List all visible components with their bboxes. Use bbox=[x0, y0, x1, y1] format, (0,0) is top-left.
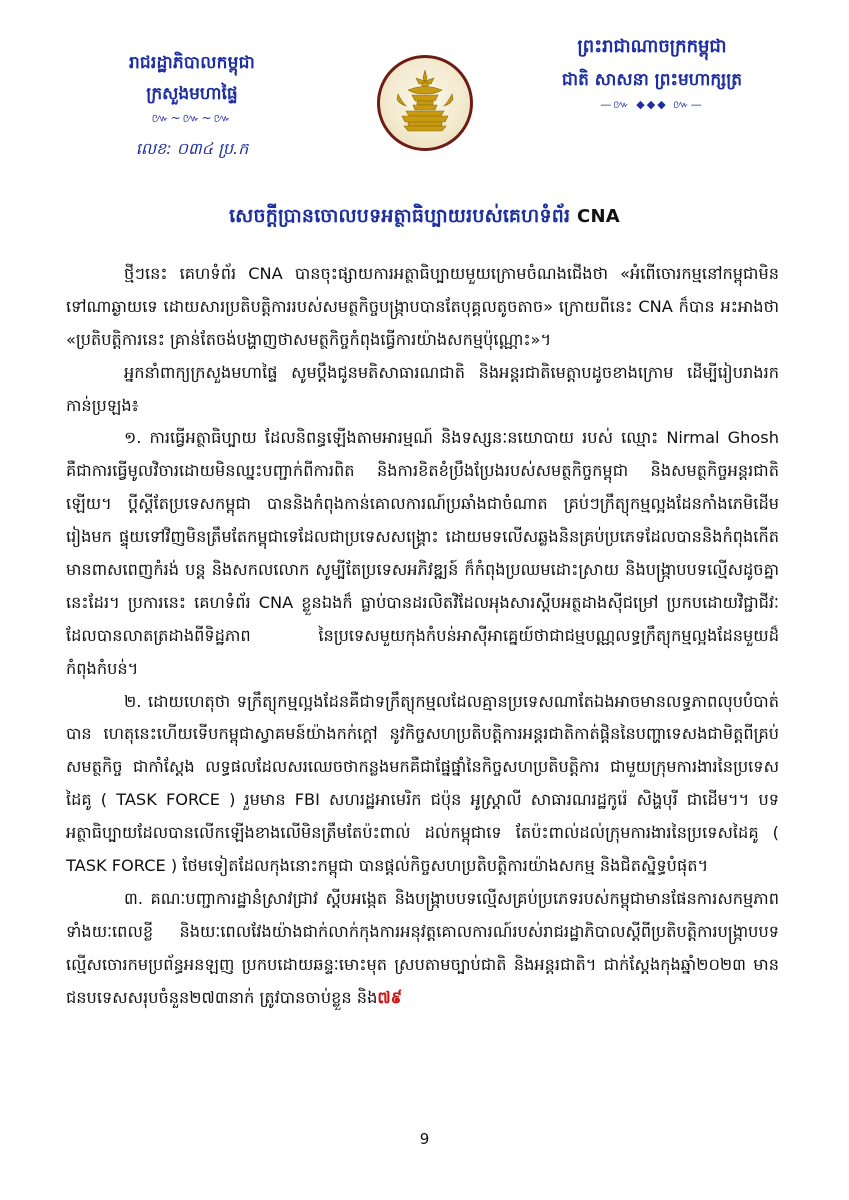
document-body bbox=[66, 258, 779, 1014]
kingdom-name: ព្រះរាជាណាចក្រកម្ពុជា bbox=[577, 36, 727, 57]
document-number: លេខ: ០៣៤ ប្រ.ក bbox=[135, 139, 249, 158]
document-header bbox=[0, 0, 849, 190]
national-motto: ជាតិ សាសនា ព្រះមហាក្សត្រ bbox=[561, 70, 743, 90]
flourish-ornament-left: ៚~៚~៚ bbox=[151, 111, 233, 125]
paragraph-2: អ្នកនាំពាក្យក្រសួងមហាផ្ទៃ សូមប្ដឹងជូនមតិសាធារណជាតិ និងអន្តរជាតិមេត្តាបដូចខាងក្រោម ដើម្បីរៀបរាងរកកាន់ប្រឡង៖ bbox=[66, 362, 779, 415]
royal-emblem-icon bbox=[377, 55, 473, 151]
header-right-block bbox=[507, 34, 797, 114]
paragraph-4: ២. ដោយហេតុថា ទក្រឹត្យុកម្មល្អងដែនគឺជាទក្រឹត្យុកម្មលដែលគ្មានប្រទេសណាតែឯងអាចមានលទ្ធភាពលុបបំបាត់បាន ហេតុនេះហើយទើបកម្ពុជាស្វាគមន៍យ៉ាងកក់ក្ដៅ នូវកិច្ចសហប្រតិបត្តិការអន្តរជាតិកាត់ផ្ដិននៃបញ្ហាទេសងជាមិត្តពីគ្រប់សមត្ថកិច្ច ជាកាំស្ដែង លទ្ធផលដែលសរឈេចថាកន្លងមកគឺជាផ្នែផ្នាំនៃកិច្ចសហប្រតិបត្តិការ ជាមួយក្រុមការងារនៃប្រទេសដៃគូ ( TASK FORCE ) រួមមាន FBI សហរដ្ឋអាមេរិក ជប៉ុន អូស្ត្រាលី សាធារណរដ្ឋកូរ៉េ សិង្ហបុរី ជាដើម។។ បទអត្ថាធិប្បាយដែលបានលើកឡើងខាងលើមិនត្រឹមតែប៉ះពាល់ ដល់កម្ពុជាទេ តែប៉ះពាល់ដល់ក្រុមការងារនៃប្រទេសដៃគូ ( TASK FORCE ) ថែមទៀតដែលកុងនោះកម្ពុជា បានផ្ដល់កិច្ចសហប្រតិបត្តិការយ៉ាងសកម្ម និងជិតស្និទ្ធបំផុត។ bbox=[66, 691, 779, 876]
page-title-khmer: សេចក្ដីប្រានចោលបទអត្ថាធិប្បាយរបស់គេហទំព័រ bbox=[229, 205, 571, 227]
paragraph-5 bbox=[66, 883, 779, 1015]
flourish-ornament-right: —៚ ◆◆◆ ៚— bbox=[600, 98, 704, 111]
government-name: រាជរដ្ឋាភិបាលកម្ពុជា bbox=[128, 53, 256, 73]
page-title-latin: CNA bbox=[577, 206, 620, 227]
header-left-block bbox=[62, 52, 322, 162]
paragraph-1: ថ្មីៗនេះ គេហទំព័រ CNA បានចុះផ្សាយការអត្ថាធិប្បាយមួយក្រោមចំណងជើងថា «អំពើចោរកម្មនៅកម្ពុជាមិនទៅណាឆ្ងាយទេ ដោយសារប្រតិបត្តិការរបស់សមត្ថកិច្ចបង្ក្រាបបានតែបុគ្គលតូចតាច» ក្រោយពីនេះ CNA ក៏បាន អះអាងថា «ប្រតិបត្តិការនេះ គ្រាន់តែចង់បង្ហាញថាសមត្ថកិច្ចកំពុងធ្វើការយ៉ាងសកម្មប៉ុណ្ណោះ»។ bbox=[66, 264, 779, 349]
red-handwritten-mark: ៧៩ bbox=[377, 987, 403, 1007]
paragraph-5-text: ៣. គណៈបញ្ជាការដ្ឋានំស្រាវជ្រាវ ស្ដីបអង្កេត និងបង្ក្រាបបទល្មើសគ្រប់ប្រភេទរបស់កម្ពុជាមានផែនការសកម្មភាពទាំងយៈពេលខ្លី និងយៈពេលវែងយ៉ាងជាក់លាក់កុងការអនុវត្តគោលការណ៍របស់រាជរដ្ឋាភិបាលស្ដីពីប្រតិបត្តិការបង្ក្រាបបទល្មើសចោរកមប្រព័ន្ធអនឡញ ប្រកបដោយឆន្ទៈមោះមុត ស្របតាមច្បាប់ជាតិ និងអន្តរជាតិ។ ជាក់ស្ដែងកុងឆ្នាំ២០២៣ មានជនបទេសសរុបចំនួន២៧៣នាក់ ត្រូវបានចាប់ខ្លួន និង bbox=[66, 888, 779, 1007]
ministry-name: ក្រសួងមហាផ្ទៃ bbox=[146, 84, 238, 104]
paragraph-3: ១. ការធ្វើអត្ថាធិប្បាយ ដែលនិពន្ធឡើងតាមអារម្មណ៍ និងទស្សនៈនយោបាយ របស់ ឈ្មោះ Nirmal Ghosh គឺជាការធ្វើមូលវិចារដោយមិនឈ្នះបញ្ជាក់ពីការពិត និងការខិតខំប្រឹងប្រែងរបស់សមត្ថកិច្ចកម្ពុជា និងសមត្ថកិច្ចអន្តរជាតិឡើយ។ ប្ដីស្ដីតែប្រទេសកម្ពុជា បាននិងកំពុងកាន់គោលការណ៍ប្រឆាំងជាចំណាត គ្រប់ៗក្រឹត្យុកម្មល្អងដែនកាំងភេមិដើមរៀងមក ផ្ទុយទៅវិញមិនត្រឹមតែកម្ពុជាទេដែលជាប្រទេសសង្គ្រោះ ដោយមទលើសឆ្លងនិនគ្រប់ប្រភេទដែលបាននិងកំពុងកើតមានពាសពេញកំរង់ បន្ត និងសកលលោក សូម្បីតែប្រទេសអភិវឌ្ឍន៍ ក៏កំពុងប្រឈមដោះស្រាយ និងបង្ក្រាបបទល្មើសដូចគ្នានេះដែរ។ ប្រការនេះ គេហទំព័រ CNA ខ្លួនឯងក៏ ធ្លាប់បានដរលិតវិដែលអុងសារស្ដីបអត្ថដាងស៊ីជម្រៅ ប្រកបដោយវិជ្ជាជីវៈដែលបានលាតត្រដាងពីទិដ្ឋភាព នៃប្រទេសមួយកុងកំបន់អាស៊ីអាគ្នេយ៍ថាជាជម្មបណ្ណលទ្ធក្រឹត្យុកម្មល្អងដែនមួយដ៏កំពុងកំបន់។ bbox=[66, 428, 779, 678]
page-number: 9 bbox=[419, 1130, 430, 1148]
page-title bbox=[0, 204, 849, 232]
